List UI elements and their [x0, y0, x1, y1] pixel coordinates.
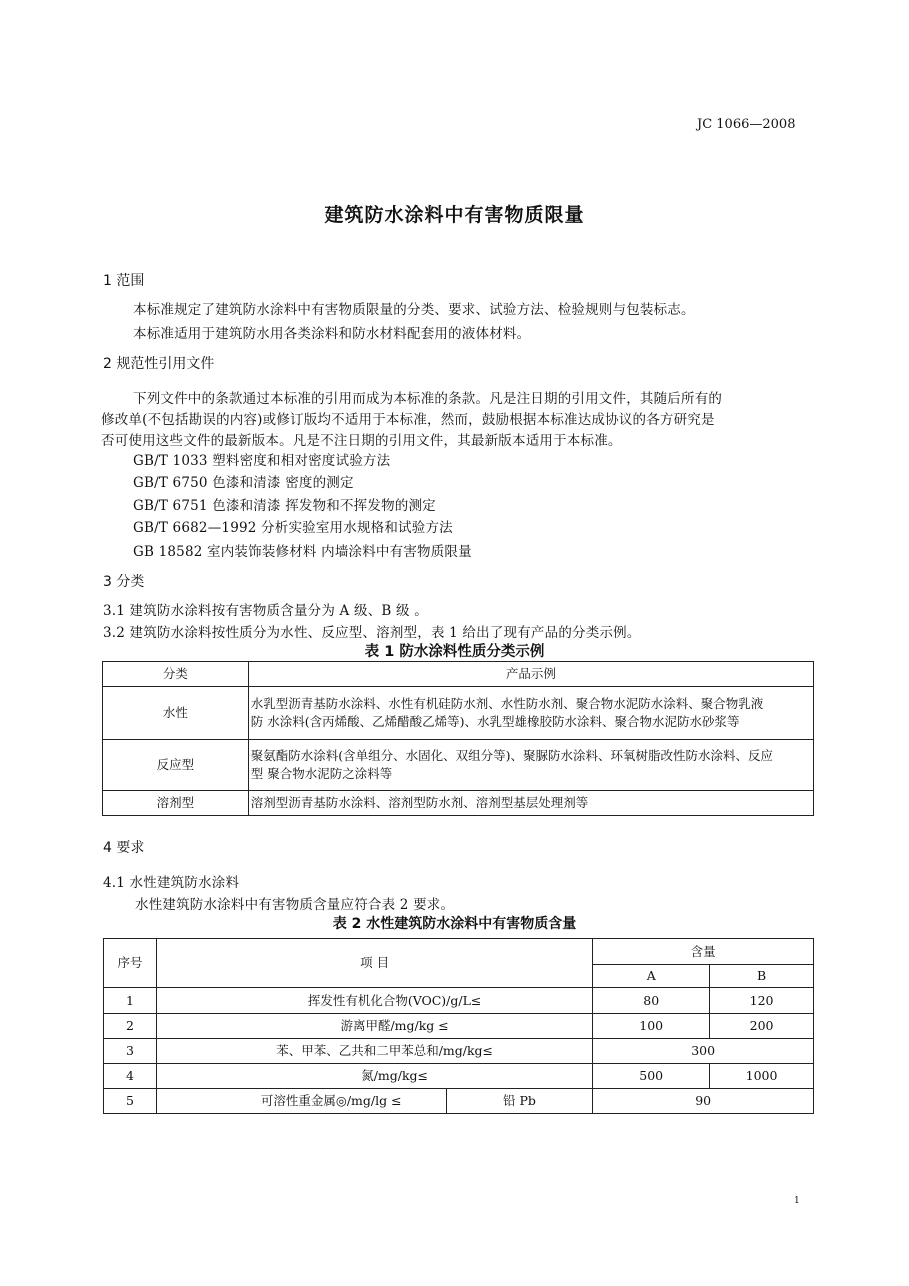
- row-number: 5: [104, 1089, 157, 1114]
- example-line: 溶剂型沥青基防水涂料、溶剂型防水剂、溶剂型基层处理剂等: [248, 791, 813, 816]
- table-header: 项 目: [156, 939, 592, 988]
- value-a: 80: [593, 988, 710, 1014]
- item-cell: 氮/mg/kg≤: [156, 1064, 592, 1089]
- paragraph: 水性建筑防水涂料中有害物质含量应符合表 2 要求。: [135, 897, 455, 913]
- table-row: [103, 687, 814, 740]
- classification-table: [102, 661, 814, 816]
- paragraph: 本标准适用于建筑防水用各类涂料和防水材料配套用的液体材料。: [133, 326, 531, 342]
- example-line: 型 聚合物水泥防之涂料等: [250, 766, 393, 781]
- item-cell: 挥发性有机化合物(VOC)/g/L≤: [156, 988, 592, 1014]
- item-cell: 可溶性重金属◎/mg/lg ≤: [156, 1089, 446, 1114]
- table-row: [104, 1039, 814, 1064]
- category-cell: 溶剂型: [103, 791, 249, 816]
- section-heading: 2 规范性引用文件: [103, 356, 215, 372]
- paragraph-line: 修改单(不包括勘误的内容)或修订版均不适用于本标准，然而，鼓励根据本标准达成协议的各方研究是: [101, 412, 715, 428]
- table-caption: 表 2 水性建筑防水涂料中有害物质含量: [332, 916, 577, 932]
- item-cell: 游离甲醛/mg/kg ≤: [156, 1014, 592, 1039]
- table-row: [104, 988, 814, 1014]
- example-line: 防 水涂料(含丙烯酸、乙烯醋酸乙烯等)、水乳型雄橡胶防水涂料、聚合物水泥防水砂浆等: [250, 714, 740, 729]
- value-b: 200: [710, 1014, 814, 1039]
- table-row: [103, 740, 814, 791]
- item-cell: 苯、甲苯、乙共和二甲苯总和/mg/kg≤: [156, 1039, 592, 1064]
- table-row: [104, 1064, 814, 1089]
- value-a: 100: [593, 1014, 710, 1039]
- row-number: 2: [104, 1014, 157, 1039]
- paragraph: 3.1 建筑防水涂料按有害物质含量分为 A 级、B 级 。: [103, 603, 428, 619]
- table-header: 序号: [104, 939, 157, 988]
- reference-item: GB/T 1033 塑料密度和相对密度试验方法: [133, 453, 391, 469]
- harmful-substance-table: [103, 938, 814, 1114]
- table-header: 含量: [593, 939, 814, 965]
- section-heading: 1 范围: [103, 273, 145, 289]
- table-row: [104, 1089, 814, 1114]
- category-cell: 反应型: [103, 740, 249, 791]
- section-heading: 3 分类: [103, 574, 145, 590]
- table-header: 分类: [103, 662, 249, 687]
- value-b: 120: [710, 988, 814, 1014]
- reference-item: GB/T 6682—1992 分析实验室用水规格和试验方法: [133, 520, 453, 536]
- table-header: B: [710, 965, 814, 988]
- subsection-heading: 4.1 水性建筑防水涂料: [103, 875, 240, 891]
- paragraph-line: 下列文件中的条款通过本标准的引用而成为本标准的条款。凡是注日期的引用文件，其随后所有的: [133, 391, 723, 407]
- value-ab: 90: [593, 1089, 814, 1114]
- example-line: 聚氨酯防水涂料(含单组分、水固化、双组分等)、聚脲防水涂料、环氧树脂改性防水涂料、反应: [250, 748, 774, 763]
- example-line: 水乳型沥青基防水涂料、水性有机硅防水剂、水性防水剂、聚合物水泥防水涂料、聚合物乳液: [250, 696, 764, 711]
- value-b: 1000: [710, 1064, 814, 1089]
- sub-item-cell: 铅 Pb: [446, 1089, 593, 1114]
- table-caption: 表 1 防水涂料性质分类示例: [364, 644, 545, 660]
- table-row: [104, 1014, 814, 1039]
- section-heading: 4 要求: [103, 840, 145, 856]
- value-ab: 300: [593, 1039, 814, 1064]
- page-title: 建筑防水涂料中有害物质限量: [324, 204, 585, 226]
- row-number: 3: [104, 1039, 157, 1064]
- category-cell: 水性: [103, 687, 249, 740]
- row-number: 4: [104, 1064, 157, 1089]
- reference-item: GB/T 6750 色漆和清漆 密度的测定: [133, 475, 354, 491]
- paragraph-line: 否可使用这些文件的最新版本。凡是不注日期的引用文件，其最新版本适用于本标准。: [101, 433, 622, 449]
- page-number: 1: [794, 1196, 800, 1206]
- table-header: A: [593, 965, 710, 988]
- paragraph: 3.2 建筑防水涂料按性质分为水性、反应型、溶剂型，表 1 给出了现有产品的分类示例。: [103, 625, 641, 641]
- document-code: JC 1066—2008: [697, 117, 796, 132]
- table-row: [103, 791, 814, 816]
- paragraph: 本标准规定了建筑防水涂料中有害物质限量的分类、要求、试验方法、检验规则与包装标志。: [133, 302, 695, 318]
- table-header: 产品示例: [248, 662, 813, 687]
- reference-item: GB/T 6751 色漆和清漆 挥发物和不挥发物的测定: [133, 498, 436, 514]
- value-a: 500: [593, 1064, 710, 1089]
- row-number: 1: [104, 988, 157, 1014]
- reference-item: GB 18582 室内装饰装修材料 内墙涂料中有害物质限量: [133, 544, 472, 560]
